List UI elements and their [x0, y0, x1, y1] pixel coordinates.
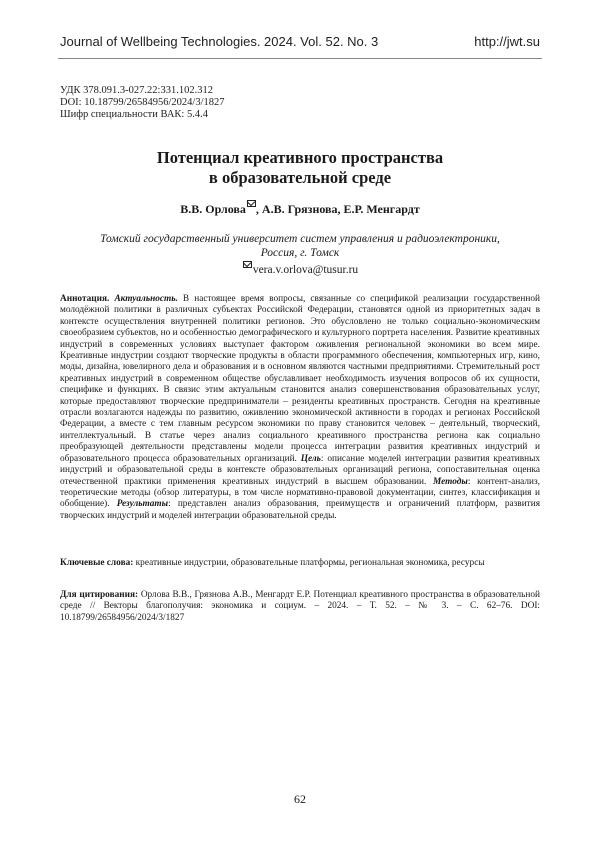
author-others: , А.В. Грязнова, Е.Р. Менгардт — [256, 202, 420, 216]
envelope-icon — [243, 261, 252, 268]
keywords-text: креативные индустрии, образовательные платформы, региональная экономика, ресурсы — [133, 558, 484, 568]
author-corresponding: В.В. Орлова — [180, 202, 246, 216]
page-number: 62 — [0, 792, 600, 807]
journal-url[interactable]: http://jwt.su — [474, 34, 540, 49]
keywords-label: Ключевые слова: — [60, 558, 133, 568]
citation-text: Орлова В.В., Грязнова А.В., Менгардт Е.Р. Потенциал креативного пространства в образовательной среде // Векторы благополучия: экономика и социум. – 2024. – Т. 52. – № 3. – С. 62–76. DOI: 10.18799/26584956/2024/3/1827 — [60, 590, 540, 623]
running-header — [60, 34, 540, 56]
header-rule — [58, 58, 542, 59]
citation-label: Для цитирования: — [60, 590, 138, 600]
relevance-label: Актуальность. — [114, 294, 177, 304]
envelope-icon — [247, 200, 256, 207]
abstract-label: Аннотация. — [60, 294, 109, 304]
contact-email — [0, 264, 600, 276]
results-label: Результаты — [117, 499, 168, 509]
email-address[interactable]: vera.v.orlova@tusur.ru — [253, 264, 358, 276]
journal-name: Journal of Wellbeing Technologies. 2024. Vol. 52. No. 3 — [60, 34, 378, 49]
abstract — [60, 294, 540, 522]
title-line-2: в образовательной среде — [0, 168, 600, 188]
udk-code: УДК 378.091.3-027.22:331.102.312 — [60, 85, 225, 97]
title-line-1: Потенциал креативного пространства — [0, 148, 600, 168]
doi[interactable]: DOI: 10.18799/26584956/2024/3/1827 — [60, 97, 225, 109]
results-text: : представлен анализ образования, преимуществ и ограничений платформ, развития творческих индустрий и моделей интеграции образовательной среды. — [60, 499, 540, 520]
article-title — [0, 148, 600, 188]
affiliation-line-2: Россия, г. Томск — [60, 246, 540, 260]
aim-text: : описание моделей интеграции развития креативных индустрий и образовательной среды в контексте образовательных организаций региона, сопоставительная оценка отечественной практики применения креативных индустрий в высшем образовании. — [60, 454, 540, 487]
methods-label: Методы — [433, 477, 468, 487]
vak-code: Шифр специальности ВАК: 5.4.4 — [60, 109, 225, 121]
aim-label: Цель — [301, 454, 321, 464]
authors — [0, 202, 600, 217]
methods-text: : контент-анализ, теоретические методы (обзор литературы, в том числе нормативно-правовой документации, синтез, классификация и обобщение). — [60, 477, 540, 510]
affiliation-line-1: Томский государственный университет систем управления и радиоэлектроники, — [60, 232, 540, 246]
citation — [60, 590, 540, 624]
relevance-text: В настоящее время вопросы, связанные со спецификой реализации государственной молодёжной политики в различных субъектах Российской Федерации, становятся одной из приоритетных задач в контексте осуществления внутренней политики регионов. Это обусловлено не только социально-экономическим своеобразием субъектов, но и особенностью демографического и культурного портрета населения. Развитие креативных индустрий в современных условиях выступает фактором оживления региональной экономики во всем мире. Креативные индустрии создают творческие продукты в области программного обеспечения, компьютерных игр, кино, моды, дизайна, ювелирного дела и образования и в основном являются частными предприятиями. Стремительный рост креативных индустрий в современном обществе обуславливает необходимость изучения вопросов об их сущности, специфике и функциях. В связис этим актуальным становится анализ совершенствования образовательных услуг, которые предоставляют творческие предприниматели – резиденты креативных пространств. Сегодня на креативные отрасли возлагаются надежды по развитию, оживлению экономической активности в городах и регионах Российской Федерации, а вместе с тем главным ресурсом экономики по праву становится человек – деятельный, творческий, интеллектуальный. В статье через анализ социального креативного пространства региона как социально преобразующей деятельности представлены модели процесса интеграции развития креативных индустрий и образовательного процесса образовательных организаций. — [60, 294, 540, 464]
article-meta — [60, 85, 225, 121]
affiliation — [60, 232, 540, 260]
keywords — [60, 558, 540, 569]
